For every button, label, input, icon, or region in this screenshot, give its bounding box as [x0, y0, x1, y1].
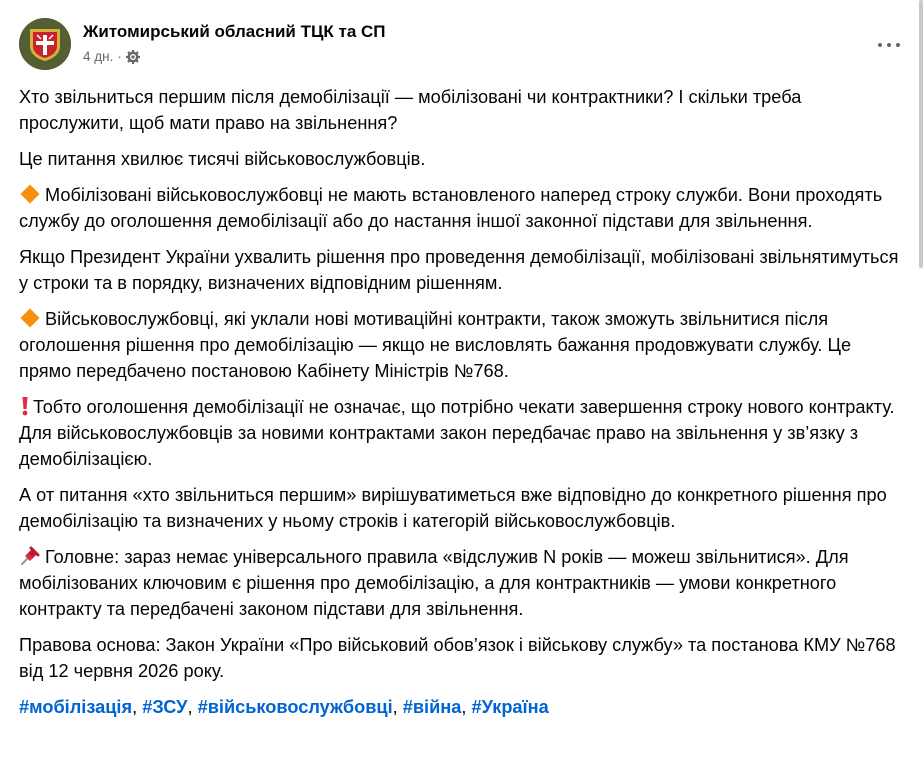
more-options-icon [896, 43, 900, 47]
hashtag-link[interactable]: #військовослужбовці [197, 697, 393, 717]
scrollbar[interactable] [917, 0, 924, 768]
hashtag-separator: , [392, 697, 403, 717]
post-paragraph [19, 182, 907, 234]
post-body [19, 84, 907, 730]
hashtag-link[interactable]: #ЗСУ [142, 697, 188, 717]
paragraph-text: А от питання «хто звільниться першим» вирішуватиметься вже відповідно до конкретного рішення про демобілізацію та визначених у ньому строків і категорій військовослужбовців. [19, 485, 887, 531]
paragraph-text: Якщо Президент України ухвалить рішення про проведення демобілізації, мобілізовані звільнятимуться у строки та в порядку, визначених відповідним рішенням. [19, 247, 899, 293]
paragraph-text: Військовослужбовці, які уклали нові мотиваційні контракти, також зможуть звільнитися після оголошення рішення про демобілізацію — якщо не висловлять бажання продовжувати службу. Це прямо передбачено постановою Кабінету Міністрів №768. [19, 309, 852, 381]
coat-of-arms-icon [19, 18, 71, 70]
author-name[interactable]: Житомирський обласний ТЦК та СП [83, 22, 386, 41]
hashtag-list [19, 694, 907, 720]
post-paragraph [19, 84, 907, 136]
post-paragraph [19, 146, 907, 172]
paragraph-text: Тобто оголошення демобілізації не означає, що потрібно чекати завершення строку нового контракту. Для військовослужбовців за новими контрактами закон передбачає право на звільнення у зв’язку з демобілізацією. [19, 397, 895, 469]
red-exclamation-icon [19, 395, 31, 417]
hashtag-link[interactable]: #Україна [471, 697, 549, 717]
paragraph-text: Мобілізовані військовослужбовці не мають встановленого наперед строку служби. Вони проходять службу до оголошення демобілізації або до настання іншої законної підстави для звільнення. [19, 185, 883, 231]
hashtag-link[interactable]: #війна [402, 697, 462, 717]
post-paragraph [19, 244, 907, 296]
paragraph-text: Головне: зараз немає універсального правила «відслужив N років — можеш звільнитися». Для мобілізованих ключовим є рішення про демобілізацію, а для контрактників — умови конкретного контракту та передбачені законом підстави для звільнення. [19, 547, 849, 619]
hashtag-link[interactable]: #мобілізація [19, 697, 133, 717]
paragraph-text: Хто звільниться першим після демобілізації — мобілізовані чи контрактники? І скільки треба прослужити, щоб мати право на звільнення? [19, 87, 802, 133]
hashtag-separator: , [461, 697, 472, 717]
scrollbar-thumb[interactable] [919, 0, 923, 268]
paragraph-text: Це питання хвилює тисячі військовослужбовців. [19, 149, 426, 169]
hashtag-separator: , [132, 697, 143, 717]
avatar[interactable] [19, 18, 71, 70]
post-paragraph [19, 482, 907, 534]
gear-icon[interactable] [126, 50, 140, 64]
orange-diamond-icon [19, 307, 41, 329]
more-options-icon [887, 43, 891, 47]
more-options-icon [878, 43, 882, 47]
paragraph-text: Правова основа: Закон України «Про військовий обов’язок і військову службу» та постанова КМУ №768 від 12 червня 2026 року. [19, 635, 896, 681]
post-meta [83, 49, 140, 64]
more-options-button[interactable] [871, 33, 907, 57]
hashtag-separator: , [187, 697, 198, 717]
meta-separator: · [117, 49, 122, 64]
post-paragraph [19, 306, 907, 384]
post-paragraph [19, 632, 907, 684]
pushpin-icon [19, 545, 41, 567]
post-timestamp[interactable]: 4 дн. [83, 49, 114, 64]
post-header [19, 18, 899, 74]
post-paragraph [19, 544, 907, 622]
post-paragraph [19, 394, 907, 472]
orange-diamond-icon [19, 183, 41, 205]
